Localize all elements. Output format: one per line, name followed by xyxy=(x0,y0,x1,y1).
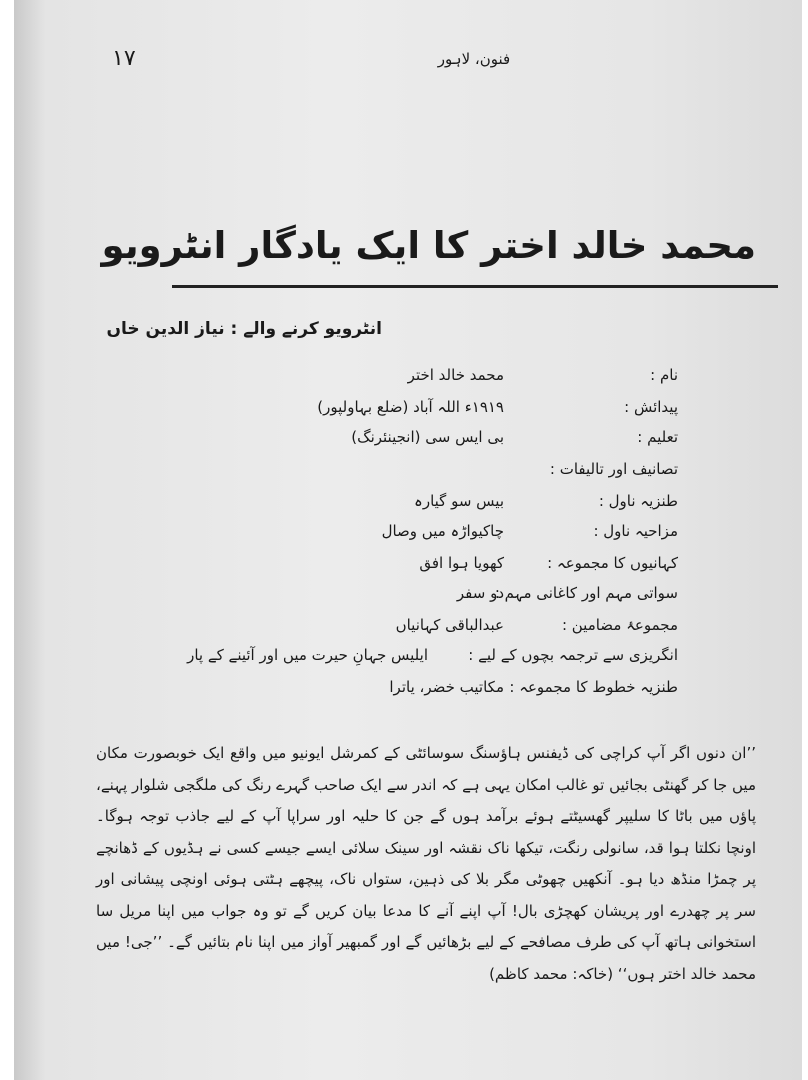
body-paragraph: ’’ان دنوں اگر آپ کراچی کی ڈیفنس ہاؤسنگ سوسائٹی کے کمرشل ایونیو میں واقع ایک خوبصورت مکان میں جا کر گھنٹی بجائیں تو غالب امکان یہی ہے کہ اندر سے ایک صاحب گہرے رنگ کی ملگجی شلوار پہنے، پاؤں میں باٹا کا سلیپر گھسیٹتے ہوئے برآمد ہوں گے جن کا حلیہ اور سراپا آپ کے لیے جاذب توجہ ہوگا۔ اونچا نکلتا ہوا قد، سانولی رنگت، تیکھا ناک نقشہ اور سینک سلائی ایسے جیسے کسی نے ہڈیوں کے ڈھانچے پر چمڑا منڈھ دیا ہو۔ آنکھیں چھوٹی مگر بلا کی ذہین، ستواں ناک، پیچھے ہٹتی ہوئی اونچی پیشانی اور سر پر چھدرے اور پریشان کھچڑی بال! آپ اپنے آنے کا مدعا بیان کریں گے تو وہ جواب میں اپنا مریل سا استخوانی ہاتھ آپ کی طرف مصافحے کے لیے بڑھائیں گے اور گمبھیر آواز میں اپنا نام بتائیں گے۔ ’’جی! میں محمد خالد اختر ہوں‘‘ (خاکہ: محمد کاظم) xyxy=(96,744,756,983)
bio-value: عبدالباقی کہانیاں xyxy=(395,616,504,634)
bio-label: کہانیوں کا مجموعہ : xyxy=(547,554,678,572)
bio-label: تعلیم : xyxy=(637,428,678,446)
page-number: ١٧ xyxy=(112,46,136,71)
bio-value: ۱۹۱۹ء اللہ آباد (ضلع بہاولپور) xyxy=(317,398,504,416)
bio-value: بیس سو گیارہ xyxy=(414,492,504,510)
interviewer-line: انٹرویو کرنے والے : نیاز الدین خاں xyxy=(106,319,382,339)
bio-label: انگریزی سے ترجمہ بچوں کے لیے : xyxy=(468,646,678,664)
bio-value: محمد خالد اختر xyxy=(407,366,504,384)
bio-label: طنزیہ خطوط کا مجموعہ : xyxy=(509,678,678,696)
running-header: فنون، لاہور xyxy=(437,50,511,68)
bio-label: مجموعۂ مضامین : xyxy=(561,616,678,634)
bio-value: چاکیواڑہ میں وصال xyxy=(381,522,504,540)
bio-value: مکاتیب خضر، یاترا xyxy=(389,678,504,696)
bio-label: نام : xyxy=(650,366,678,384)
bio-label: طنزیہ ناول : xyxy=(598,492,678,510)
bio-label: مزاحیہ ناول : xyxy=(593,522,678,540)
bio-value: کھویا ہوا افق xyxy=(419,554,504,572)
bio-label: سواتی مہم اور کاغانی مہم : xyxy=(494,584,678,602)
bio-value: بی ایس سی (انجینئرنگ) xyxy=(351,428,504,446)
book-page xyxy=(14,0,802,1080)
bio-value: ایلیس جہانِ حیرت میں اور آئینے کے پار xyxy=(187,646,428,664)
title-rule xyxy=(172,285,778,288)
article-title: محمد خالد اختر کا ایک یادگار انٹرویو xyxy=(101,224,756,267)
bio-label: تصانیف اور تالیفات : xyxy=(549,460,678,478)
bio-value: دو سفر xyxy=(456,584,504,602)
bio-label: پیدائش : xyxy=(624,398,678,416)
